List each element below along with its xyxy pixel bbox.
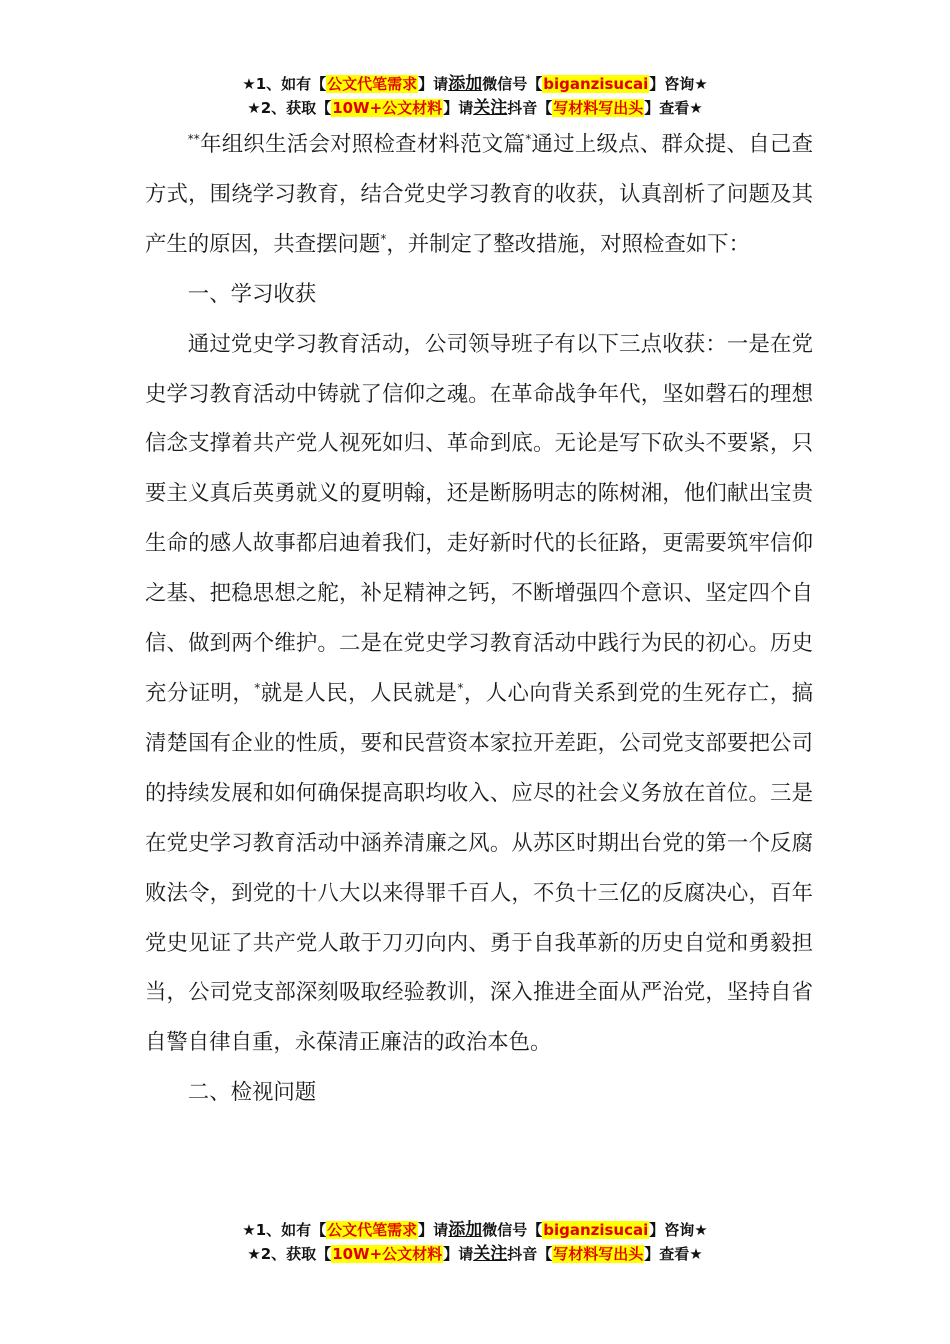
banner-line-1: ★1、如有【公文代笔需求】请添加微信号【biganzisucai】咨询★ <box>242 74 708 94</box>
intro-paragraph: **年组织生活会对照检查材料范文篇*通过上级点、群众提、自己查方式，围绕学习教育，结合党史学习教育的收获，认真剖析了问题及其产生的原因，共查摆问题*，并制定了整改措施，对照检查如下： <box>145 131 813 257</box>
highlight-wechat-id: biganzisucai <box>543 75 649 93</box>
banner-line-1-bottom: ★1、如有【公文代笔需求】请添加微信号【biganzisucai】咨询★ <box>242 1220 708 1240</box>
top-banner <box>0 72 950 120</box>
section-heading-2: 二、检视问题 <box>187 1080 317 1106</box>
section-1-paragraph: 通过党史学习教育活动，公司领导班子有以下三点收获：一是在党史学习教育活动中铸就了信仰之魂。在革命战争年代，坚如磬石的理想信念支撑着共产党人视死如归、革命到底。无论是写下砍头不要紧，只要主义真后英勇就义的夏明翰，还是断肠明志的陈树湘，他们献出宝贵生命的感人故事都启迪着我们，走好新时代的长征路，更需要筑牢信仰之基、把稳思想之舵，补足精神之钙，不断增强四个意识、坚定四个自信、做到两个维护。二是在党史学习教育活动中践行为民的初心。历史充分证明，*就是人民，人民就是*，人心向背关系到党的生死存亡，搞清楚国有企业的性质，要和民营资本家拉开差距，公司党支部要把公司的持续发展和如何确保提高职均收入、应尽的社会义务放在首位。三是在党史学习教育活动中涵养清廉之风。从苏区时期出台党的第一个反腐败法令，到党的十八大以来得罪千百人，不负十三亿的反腐决心，百年党史见证了共产党人敢于刀刃向内、勇于自我革新的历史自觉和勇毅担当，公司党支部深刻吸取经验教训，深入推进全面从严治党，坚持自省自警自律自重，永葆清正廉洁的政治本色。 <box>145 331 813 1056</box>
highlight-douyin: 写材料写出头 <box>553 1245 644 1263</box>
banner-line-2: ★2、获取【10W+公文材料】请关注抖音【写材料写出头】查看★ <box>247 98 703 118</box>
bottom-banner <box>0 1218 950 1266</box>
highlight-wechat-id: biganzisucai <box>543 1221 649 1239</box>
highlight-service: 公文代笔需求 <box>327 75 418 93</box>
highlight-materials: 10W+公文材料 <box>332 1245 443 1263</box>
document-body <box>145 120 813 1118</box>
highlight-douyin: 写材料写出头 <box>553 99 644 117</box>
banner-line-2-bottom: ★2、获取【10W+公文材料】请关注抖音【写材料写出头】查看★ <box>247 1244 703 1264</box>
section-heading-1: 一、学习收获 <box>187 281 317 307</box>
highlight-materials: 10W+公文材料 <box>332 99 443 117</box>
highlight-service: 公文代笔需求 <box>327 1221 418 1239</box>
